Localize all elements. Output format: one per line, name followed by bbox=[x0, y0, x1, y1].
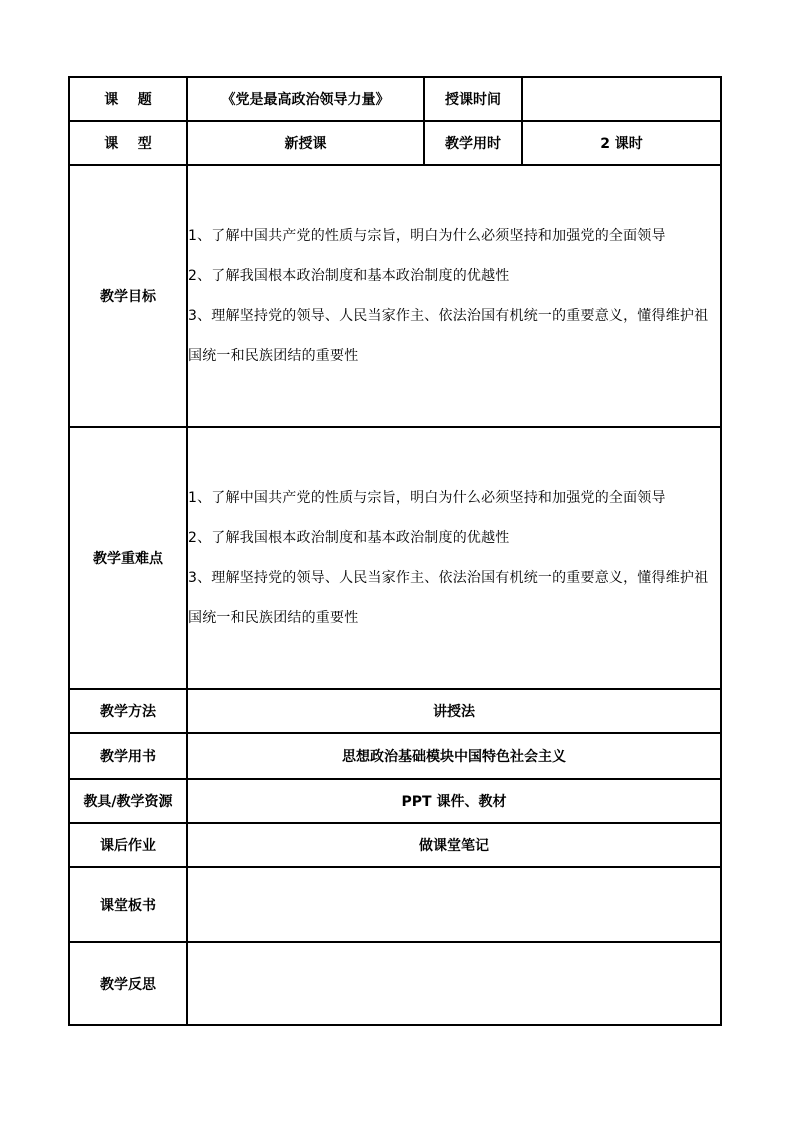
row-book bbox=[69, 733, 721, 779]
book-value: 思想政治基础模块中国特色社会主义 bbox=[187, 733, 721, 779]
reflection-label: 教学反思 bbox=[69, 942, 187, 1025]
goals-list bbox=[187, 165, 721, 427]
key-point-item: 3、理解坚持党的领导、人民当家作主、依法治国有机统一的重要意义，懂得维护祖国统一和民族团结的重要性 bbox=[188, 570, 709, 626]
time-label: 授课时间 bbox=[424, 77, 522, 121]
row-homework bbox=[69, 823, 721, 867]
goal-item: 1、了解中国共产党的性质与宗旨，明白为什么必须坚持和加强党的全面领导 bbox=[188, 228, 666, 244]
type-label: 课 型 bbox=[69, 121, 187, 165]
goal-item: 2、了解我国根本政治制度和基本政治制度的优越性 bbox=[188, 268, 510, 284]
board-label: 课堂板书 bbox=[69, 867, 187, 942]
method-label: 教学方法 bbox=[69, 689, 187, 733]
goals-label: 教学目标 bbox=[69, 165, 187, 427]
time-value bbox=[522, 77, 721, 121]
row-goals bbox=[69, 165, 721, 427]
homework-label: 课后作业 bbox=[69, 823, 187, 867]
topic-label: 课 题 bbox=[69, 77, 187, 121]
row-reflection bbox=[69, 942, 721, 1025]
lesson-plan-table bbox=[68, 76, 722, 1026]
resource-label: 教具/教学资源 bbox=[69, 779, 187, 823]
type-value: 新授课 bbox=[187, 121, 424, 165]
homework-value: 做课堂笔记 bbox=[187, 823, 721, 867]
method-value: 讲授法 bbox=[187, 689, 721, 733]
row-topic bbox=[69, 77, 721, 121]
key-point-item: 1、了解中国共产党的性质与宗旨，明白为什么必须坚持和加强党的全面领导 bbox=[188, 490, 666, 506]
book-label: 教学用书 bbox=[69, 733, 187, 779]
row-key-points bbox=[69, 427, 721, 689]
key-points-list bbox=[187, 427, 721, 689]
resource-value: PPT 课件、教材 bbox=[187, 779, 721, 823]
key-points-label: 教学重难点 bbox=[69, 427, 187, 689]
row-type bbox=[69, 121, 721, 165]
reflection-value bbox=[187, 942, 721, 1025]
topic-value: 《党是最高政治领导力量》 bbox=[187, 77, 424, 121]
hours-value: 2 课时 bbox=[522, 121, 721, 165]
row-board bbox=[69, 867, 721, 942]
board-value bbox=[187, 867, 721, 942]
row-resource bbox=[69, 779, 721, 823]
goal-item: 3、理解坚持党的领导、人民当家作主、依法治国有机统一的重要意义，懂得维护祖国统一和民族团结的重要性 bbox=[188, 308, 709, 364]
key-point-item: 2、了解我国根本政治制度和基本政治制度的优越性 bbox=[188, 530, 510, 546]
row-method bbox=[69, 689, 721, 733]
hours-label: 教学用时 bbox=[424, 121, 522, 165]
